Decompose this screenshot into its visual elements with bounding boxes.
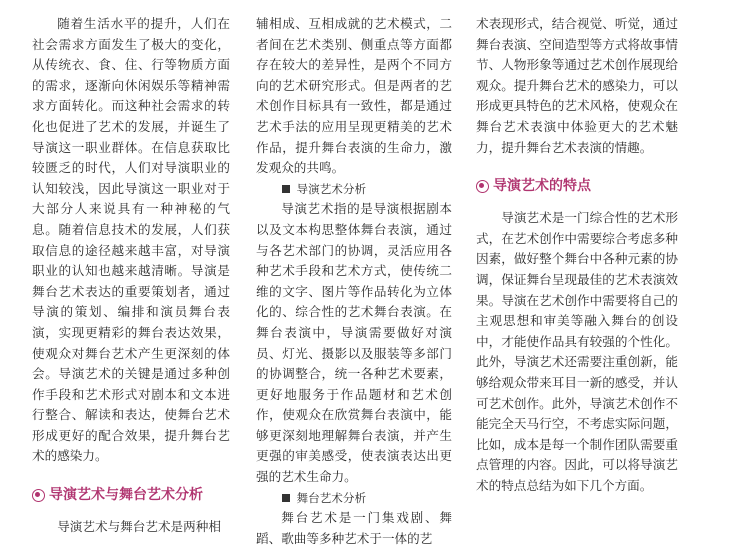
paragraph-directing-vs-stage-start: 导演艺术与舞台艺术是两种相 — [57, 519, 221, 535]
subheading-text: 导演艺术分析 — [296, 181, 367, 196]
section-heading-text: 导演艺术的特点 — [493, 177, 591, 194]
paragraph-directing-vs-stage-continued: 辅相成、互相成就的艺术模式，二者间在艺术类别、侧重点等方面都存在较大的差异性，是两个不同方向的艺术研究形式。但是两者的艺术创作目标具有一致性，都是通过艺术手法的应用呈现更精美的艺术作品，提升舞台表演的生命力，激发观众的共鸣。 — [256, 16, 452, 176]
text-column-3 — [476, 14, 678, 496]
section-heading-directing-and-stage — [32, 483, 230, 507]
paragraph-stage-analysis-start: 舞台艺术是一门集戏剧、舞蹈、歌曲等多种艺术于一体的艺 — [256, 510, 452, 546]
paragraph-directing-analysis: 导演艺术指的是导演根据剧本以及文本构思整体舞台表演，通过与各艺术部门的协调，灵活应用各种艺术手段和艺术方式，使传统二维的文字、图片等作品转化为立体化的、综合性的艺术舞台表演。在舞台表演中，导演需要做好对演员、灯光、摄影以及服装等多部门的协调整合，统一各种艺术要素，更好地服务于作品题材和艺术创作，使观众在欣赏舞台表演中，能够更深刻地理解舞台表演，并产生更强的审美感受，使表演表达出更强的艺术生命力。 — [256, 201, 452, 485]
paragraph-directing-features: 导演艺术是一门综合性的艺术形式，在艺术创作中需要综合考虑多种因素，做好整个舞台中各种元素的协调，保证舞台呈现最佳的艺术表演效果。导演在艺术创作中需要将自己的主观思想和审美等融入舞台的创设中，才能使作品具有较强的个性化。此外，导演艺术还需要注重创新，能够给观众带来耳目一新的感受，并认可艺术创作。此外，导演艺术创作不能完全天马行空，不考虑实际问题，比如，成本是每一个制作团队需要重点管理的内容。因此，可以将导演艺术的特点总结为如下几个方面。 — [476, 210, 678, 493]
black-square-icon — [282, 185, 290, 193]
text-column-1 — [32, 14, 230, 538]
circled-dot-icon — [32, 489, 45, 502]
black-square-icon — [282, 494, 290, 502]
subheading-text: 舞台艺术分析 — [296, 490, 367, 505]
circled-dot-icon — [476, 180, 489, 193]
subheading-directing-analysis — [256, 179, 452, 200]
text-column-2 — [256, 14, 452, 549]
paragraph-stage-analysis-continued: 术表现形式，结合视觉、听觉，通过舞台表演、空间造型等方式将故事情节、人物形象等通过艺术创作展现给观众。提升舞台艺术的感染力，可以形成更具特色的艺术风格，使观众在舞台艺术表演中体验更大的艺术魅力，提升舞台艺术表演的情趣。 — [476, 16, 678, 155]
section-heading-text: 导演艺术与舞台艺术分析 — [49, 486, 203, 503]
section-heading-directing-features — [476, 174, 678, 198]
subheading-stage-analysis — [256, 488, 452, 509]
intro-paragraph: 随着生活水平的提升，人们在社会需求方面发生了极大的变化，从传统衣、食、住、行等物质方面的需求，逐渐向休闲娱乐等精神需求方面转化。而这种社会需求的转化也促进了艺术的发展，并诞生了导演这一职业群体。在信息获取比较匮乏的时代，人们对导演职业的认知较浅，因此导演这一职业对于大部分人来说具有一种神秘的气息。随着信息技术的发展，人们获取信息的途径越来越丰富，对导演职业的认知也越来越清晰。导演是舞台艺术表达的重要策划者，通过导演的策划、编排和演员舞台表演，实现更精彩的舞台表达效果，使观众对舞台艺术产生更深刻的体会。导演艺术的关键是通过多种创作手段和艺术形式对剧本和文本进行整合、解读和表达，使舞台艺术形成更好的配合效果，提升舞台艺术的感染力。 — [32, 16, 230, 464]
